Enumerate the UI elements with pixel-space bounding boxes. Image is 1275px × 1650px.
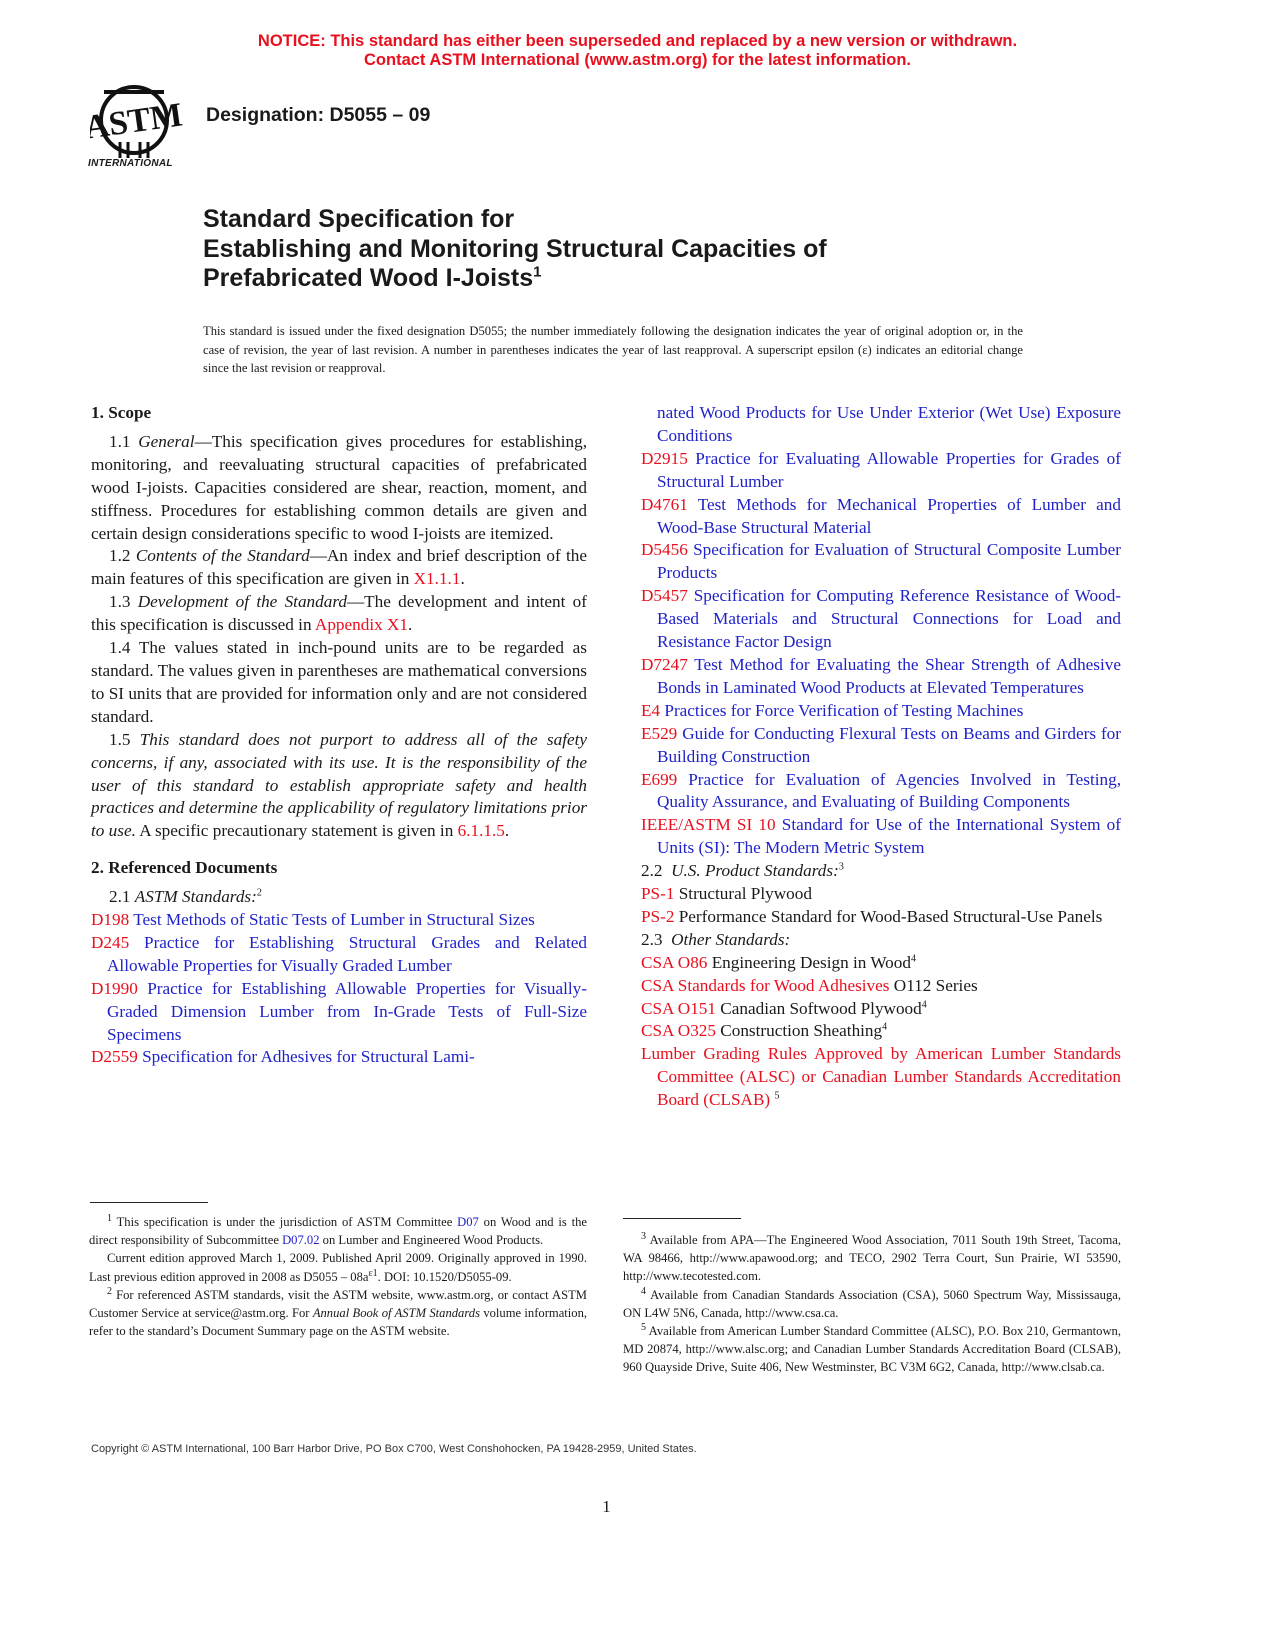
- footnote-3: $^3$ Available from APA—The Engineered Wood Association, 7011 South 19th Street, Tacoma, WA 98466, http://www.apawood.org; and TECO, 2902 Terra Court, Sun Prairie, WI 53590, http://www.tecotested.com.: [623, 1230, 1121, 1284]
- astm-logo: [90, 82, 200, 178]
- ref-d7247[interactable]: D7247 Test Method for Evaluating the Shear Strength of Adhesive Bonds in Laminated Wood Products at Elevated Temperatures: [641, 654, 1121, 697]
- designation: Designation: D5055 – 09: [206, 104, 431, 126]
- link-6-1-1-5[interactable]: 6.1.1.5: [457, 821, 505, 841]
- ref-ps1[interactable]: PS-1 Structural Plywood: [641, 884, 812, 904]
- ref-d198[interactable]: D198 Test Methods of Static Tests of Lumber in Structural Sizes: [91, 910, 535, 930]
- ref-e529[interactable]: E529 Guide for Conducting Flexural Tests on Beams and Girders for Building Construction: [641, 723, 1121, 766]
- ref-lumber-grading-rules[interactable]: Lumber Grading Rules Approved by American Lumber Standards Committee (ALSC) or Canadian Lumber Standards Accreditation Board (CLSAB) $^5$: [641, 1044, 1121, 1110]
- notice-line-2: Contact ASTM International (www.astm.org) for the latest information.: [364, 51, 911, 69]
- referenced-heading: 2. Referenced Documents: [91, 858, 278, 878]
- scope-para-2: 1.2 Contents of the Standard—An index and brief description of the main features of this specification are given in X1.1.1.: [91, 546, 588, 589]
- footnote-rule-left: [90, 1202, 208, 1203]
- ref-csa-o151[interactable]: CSA O151 Canadian Softwood Plywood$^4$: [641, 998, 927, 1018]
- other-standards-subhead: 2.3 Other Standards:: [641, 929, 791, 949]
- title-line-2: Establishing and Monitoring Structural Capacities of: [203, 234, 827, 263]
- scope-para-4: 1.4 The values stated in inch-pound units are to be regarded as standard. The values given in parentheses are mathematical conversions to SI units that are provided for information only and are not considered standard.: [91, 638, 587, 726]
- right-column: [641, 402, 1121, 1112]
- title-footnote-mark: 1: [533, 263, 542, 281]
- ref-d245[interactable]: D245 Practice for Establishing Structural Grades and Related Allowable Properties for Visually Graded Lumber: [91, 932, 587, 975]
- ref-e4[interactable]: E4 Practices for Force Verification of Testing Machines: [641, 700, 1024, 720]
- ref-e699[interactable]: E699 Practice for Evaluation of Agencies Involved in Testing, Quality Assurance, and Evaluating of Building Components: [641, 769, 1121, 812]
- ref-d5457[interactable]: D5457 Specification for Computing Reference Resistance of Wood-Based Materials and Structural Connections for Load and Resistance Factor Design: [641, 586, 1122, 652]
- footnotes-right: [623, 1231, 1121, 1377]
- footnote-1-edition: Current edition approved March 1, 2009. Published April 2009. Originally approved in 1990. Last previous edition approved in 2008 as $D5055 - 08a^{\varepsilon 1}$. DOI: 10.1520/D5055-09.: [89, 1251, 587, 1284]
- footnote-5: $^5$ Available from American Lumber Standard Committee (ALSC), P.O. Box 210, Germantown, MD 20874, http://www.alsc.org; and Canadian Lumber Standards Accreditation Board (CLSAB), 960 Quayside Drive, Suite 406, New Westminster, BC V3M 6G2, Canada, http://www.clsab.ca.: [623, 1321, 1121, 1375]
- link-committee-d07[interactable]: D07: [457, 1215, 479, 1229]
- footnote-1: $^1$ This specification is under the jurisdiction of ASTM Committee D07 on Wood and is the direct responsibility of Subcommittee D07.02 on Lumber and Engineered Wood Products.: [89, 1212, 587, 1248]
- title-line-1: Standard Specification for: [203, 205, 515, 233]
- ref-d2559[interactable]: D2559 Specification for Adhesives for Structural Lami-: [91, 1047, 475, 1067]
- notice-line-1: NOTICE: This standard has either been superseded and replaced by a new version or withdrawn.: [257, 32, 1018, 50]
- left-column: [91, 402, 587, 1069]
- document-title: [203, 205, 827, 294]
- logo-text: INTERNATIONAL: [88, 158, 173, 169]
- title-line-3: Prefabricated Wood I-Joists: [203, 264, 534, 292]
- page-number: 1: [602, 1497, 611, 1516]
- footnotes-left: [89, 1213, 587, 1340]
- us-standards-subhead: 2.2 U.S. Product Standards:$^3$: [641, 861, 844, 881]
- link-appendix-x1[interactable]: Appendix X1: [314, 615, 408, 635]
- footnote-4: $^4$ Available from Canadian Standards Association (CSA), 5060 Spectrum Way, Mississauga, ON L4W 5N6, Canada, http://www.csa.ca.: [623, 1285, 1121, 1320]
- ref-ps2[interactable]: PS-2 Performance Standard for Wood-Based Structural-Use Panels: [641, 906, 1103, 926]
- scope-para-3: 1.3 Development of the Standard—The development and intent of this specification is discussed in Appendix X1.: [91, 592, 587, 635]
- ref-d4761[interactable]: D4761 Test Methods for Mechanical Properties of Lumber and Wood-Base Structural Material: [641, 494, 1121, 537]
- ref-csa-adhesives[interactable]: CSA Standards for Wood Adhesives O112 Series: [641, 975, 978, 995]
- ref-d2559-continued[interactable]: nated Wood Products for Use Under Exterior (Wet Use) Exposure Conditions: [657, 403, 1121, 445]
- ref-d5456[interactable]: D5456 Specification for Evaluation of Structural Composite Lumber Products: [641, 540, 1121, 583]
- ref-d1990[interactable]: D1990 Practice for Establishing Allowable Properties for Visually-Graded Dimension Lumber from In-Grade Tests of Full-Size Specimens: [91, 978, 587, 1044]
- withdrawal-notice: [0, 32, 1275, 70]
- scope-para-5: 1.5 This standard does not purport to address all of the safety concerns, if any, associated with its use. It is the responsibility of the user of this standard to establish appropriate safety and health practices and determine the applicability of regulatory limitations prior to use. A specific precautionary statement is given in 6.1.1.5.: [91, 729, 588, 841]
- ref-ieee-si10[interactable]: IEEE/ASTM SI 10 Standard for Use of the International System of Units (SI): The Modern Metric System: [641, 815, 1121, 858]
- svg-text:ASTM: ASTM: [90, 96, 185, 147]
- link-subcommittee-d07-02[interactable]: D07.02: [282, 1233, 320, 1248]
- footnote-rule-right: [623, 1218, 741, 1219]
- scope-heading: 1. Scope: [91, 403, 152, 422]
- astm-standards-subhead: 2.1 ASTM Standards:$^2$: [109, 887, 262, 907]
- footnote-2: $^2$ For referenced ASTM standards, visit the ASTM website, www.astm.org, or contact ASTM Customer Service at service@astm.org. For Annual Book of ASTM Standards volume information, refer to the standard’s Document Summary page on the ASTM website.: [89, 1285, 588, 1339]
- ref-d2915[interactable]: D2915 Practice for Evaluating Allowable Properties for Grades of Structural Lumber: [641, 448, 1121, 491]
- copyright-line: Copyright © ASTM International, 100 Barr Harbor Drive, PO Box C700, West Conshohocken, PA 19428-2959, United States.: [91, 1443, 697, 1455]
- link-x1-1-1[interactable]: X1.1.1: [413, 569, 461, 589]
- scope-para-1: 1.1 General—This specification gives procedures for establishing, monitoring, and reevaluating structural capacities of prefabricated wood I-joists. Capacities considered are shear, reaction, moment, and stiffness. Procedures for establishing common details are given and certain design considerations specific to wood I-joists are itemized.: [91, 431, 587, 543]
- issued-statement: This standard is issued under the fixed designation D5055; the number immediately following the designation indicates the year of original adoption or, in the case of revision, the year of last revision. A number in parentheses indicates the year of last reapproval. A superscript epsilon (ε) indicates an editorial change since the last revision or reapproval.: [203, 324, 1023, 375]
- ref-csa-o86[interactable]: CSA O86 Engineering Design in Wood$^4$: [641, 952, 916, 972]
- ref-csa-o325[interactable]: CSA O325 Construction Sheathing$^4$: [641, 1021, 888, 1041]
